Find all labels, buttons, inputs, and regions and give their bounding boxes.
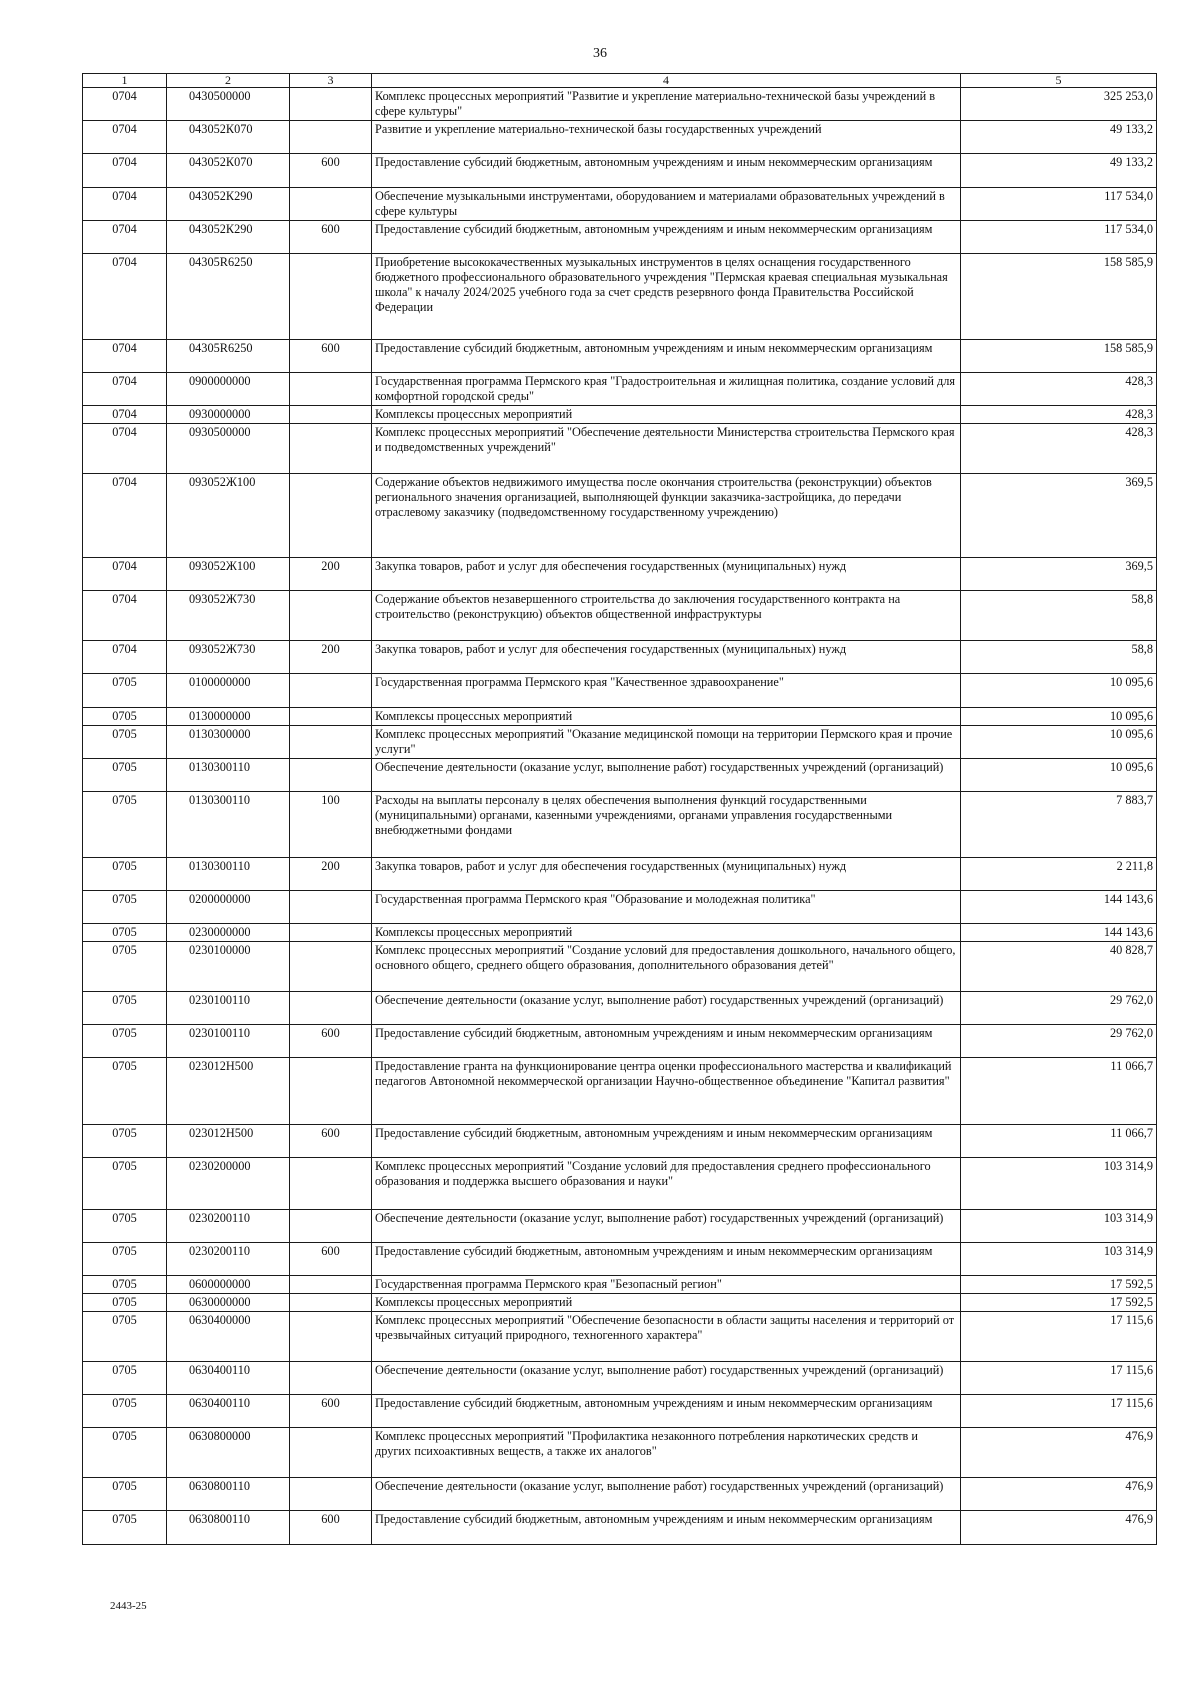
expense-type-cell xyxy=(290,1210,372,1243)
target-article-cell: 0230200000 xyxy=(167,1158,290,1210)
section-code-cell: 0704 xyxy=(83,474,167,558)
table-row xyxy=(83,406,1157,424)
amount-cell: 428,3 xyxy=(961,373,1157,406)
description-cell: Комплексы процессных мероприятий xyxy=(372,1294,961,1312)
section-code-cell: 0705 xyxy=(83,1058,167,1125)
expense-type-cell: 200 xyxy=(290,558,372,591)
target-article-cell: 0130000000 xyxy=(167,708,290,726)
description-cell: Комплекс процессных мероприятий "Создание условий для предоставления среднего профессионального образования и поддержка высшего образования и науки" xyxy=(372,1158,961,1210)
table-row xyxy=(83,1362,1157,1395)
amount-cell: 49 133,2 xyxy=(961,121,1157,154)
section-code-cell: 0705 xyxy=(83,1158,167,1210)
amount-cell: 29 762,0 xyxy=(961,1025,1157,1058)
table-row xyxy=(83,858,1157,891)
expense-type-cell xyxy=(290,88,372,121)
table-row xyxy=(83,221,1157,254)
description-cell: Государственная программа Пермского края "Градостроительная и жилищная политика, создание условий для комфортной городской среды" xyxy=(372,373,961,406)
description-cell: Содержание объектов недвижимого имущества после окончания строительства (реконструкции) объектов регионального значения организацией, выполняющей функции заказчика-застройщика, до передачи отраслевому заказчику (подведомственному государственному учреждению) xyxy=(372,474,961,558)
amount-cell: 476,9 xyxy=(961,1478,1157,1511)
section-code-cell: 0704 xyxy=(83,254,167,340)
target-article-cell: 0630800000 xyxy=(167,1428,290,1478)
expense-type-cell xyxy=(290,373,372,406)
budget-table xyxy=(82,73,1157,1545)
section-code-cell: 0705 xyxy=(83,1243,167,1276)
table-row xyxy=(83,1243,1157,1276)
section-code-cell: 0704 xyxy=(83,591,167,641)
description-cell: Государственная программа Пермского края "Качественное здравоохранение" xyxy=(372,674,961,708)
table-row xyxy=(83,424,1157,474)
target-article-cell: 0130300000 xyxy=(167,726,290,759)
amount-cell: 428,3 xyxy=(961,424,1157,474)
section-code-cell: 0705 xyxy=(83,858,167,891)
expense-type-cell xyxy=(290,1058,372,1125)
amount-cell: 17 115,6 xyxy=(961,1362,1157,1395)
description-cell: Предоставление субсидий бюджетным, автономным учреждениям и иным некоммерческим организациям xyxy=(372,340,961,373)
expense-type-cell xyxy=(290,924,372,942)
table-row xyxy=(83,792,1157,858)
expense-type-cell xyxy=(290,1478,372,1511)
expense-type-cell xyxy=(290,591,372,641)
description-cell: Предоставление субсидий бюджетным, автономным учреждениям и иным некоммерческим организациям xyxy=(372,221,961,254)
amount-cell: 144 143,6 xyxy=(961,924,1157,942)
description-cell: Комплекс процессных мероприятий "Обеспечение деятельности Министерства строительства Пермского края и подведомственных учреждений" xyxy=(372,424,961,474)
description-cell: Закупка товаров, работ и услуг для обеспечения государственных (муниципальных) нужд xyxy=(372,641,961,674)
description-cell: Закупка товаров, работ и услуг для обеспечения государственных (муниципальных) нужд xyxy=(372,858,961,891)
expense-type-cell xyxy=(290,474,372,558)
description-cell: Приобретение высококачественных музыкальных инструментов в целях оснащения государственного бюджетного профессионального образовательного учреждения "Пермская краевая специальная музыкальная школа" к началу 2024/2025 учебного года за счет средств резервного фонда Правительства Российской Федерации xyxy=(372,254,961,340)
target-article-cell: 0430500000 xyxy=(167,88,290,121)
description-cell: Обеспечение музыкальными инструментами, оборудованием и материалами образовательных учреждений в сфере культуры xyxy=(372,188,961,221)
amount-cell: 11 066,7 xyxy=(961,1058,1157,1125)
target-article-cell: 093052Ж100 xyxy=(167,558,290,591)
target-article-cell: 0930000000 xyxy=(167,406,290,424)
description-cell: Комплекс процессных мероприятий "Создание условий для предоставления дошкольного, начального общего, основного общего, среднего общего образования, дополнительного образования детей" xyxy=(372,942,961,992)
amount-cell: 369,5 xyxy=(961,558,1157,591)
expense-type-cell: 200 xyxy=(290,858,372,891)
target-article-cell: 0630400110 xyxy=(167,1362,290,1395)
description-cell: Предоставление субсидий бюджетным, автономным учреждениям и иным некоммерческим организациям xyxy=(372,154,961,188)
section-code-cell: 0704 xyxy=(83,406,167,424)
target-article-cell: 0200000000 xyxy=(167,891,290,924)
expense-type-cell xyxy=(290,1428,372,1478)
section-code-cell: 0704 xyxy=(83,558,167,591)
expense-type-cell xyxy=(290,726,372,759)
section-code-cell: 0704 xyxy=(83,373,167,406)
amount-cell: 325 253,0 xyxy=(961,88,1157,121)
description-cell: Расходы на выплаты персоналу в целях обеспечения выполнения функций государственными (муниципальными) органами, казенными учреждениями, органами управления государственными внебюджетными фондами xyxy=(372,792,961,858)
section-code-cell: 0705 xyxy=(83,924,167,942)
description-cell: Предоставление субсидий бюджетным, автономным учреждениям и иным некоммерческим организациям xyxy=(372,1025,961,1058)
amount-cell: 29 762,0 xyxy=(961,992,1157,1025)
header-col-1: 1 xyxy=(83,74,167,88)
description-cell: Обеспечение деятельности (оказание услуг, выполнение работ) государственных учреждений (организаций) xyxy=(372,759,961,792)
target-article-cell: 043052К290 xyxy=(167,188,290,221)
target-article-cell: 0130300110 xyxy=(167,858,290,891)
description-cell: Предоставление субсидий бюджетным, автономным учреждениям и иным некоммерческим организациям xyxy=(372,1395,961,1428)
section-code-cell: 0705 xyxy=(83,1294,167,1312)
amount-cell: 158 585,9 xyxy=(961,254,1157,340)
section-code-cell: 0705 xyxy=(83,942,167,992)
target-article-cell: 093052Ж100 xyxy=(167,474,290,558)
header-col-2: 2 xyxy=(167,74,290,88)
amount-cell: 11 066,7 xyxy=(961,1125,1157,1158)
target-article-cell: 0130300110 xyxy=(167,759,290,792)
description-cell: Государственная программа Пермского края "Безопасный регион" xyxy=(372,1276,961,1294)
expense-type-cell: 600 xyxy=(290,221,372,254)
table-row xyxy=(83,1125,1157,1158)
description-cell: Закупка товаров, работ и услуг для обеспечения государственных (муниципальных) нужд xyxy=(372,558,961,591)
table-row xyxy=(83,340,1157,373)
section-code-cell: 0705 xyxy=(83,1395,167,1428)
section-code-cell: 0705 xyxy=(83,891,167,924)
amount-cell: 58,8 xyxy=(961,591,1157,641)
target-article-cell: 0630400000 xyxy=(167,1312,290,1362)
amount-cell: 103 314,9 xyxy=(961,1210,1157,1243)
expense-type-cell xyxy=(290,759,372,792)
table-body xyxy=(83,88,1157,1545)
section-code-cell: 0705 xyxy=(83,726,167,759)
description-cell: Содержание объектов незавершенного строительства до заключения государственного контракта на строительство (реконструкцию) объектов общественной инфраструктуры xyxy=(372,591,961,641)
expense-type-cell: 600 xyxy=(290,1025,372,1058)
amount-cell: 103 314,9 xyxy=(961,1158,1157,1210)
target-article-cell: 0230100000 xyxy=(167,942,290,992)
table-row xyxy=(83,1025,1157,1058)
section-code-cell: 0704 xyxy=(83,121,167,154)
expense-type-cell xyxy=(290,121,372,154)
amount-cell: 58,8 xyxy=(961,641,1157,674)
section-code-cell: 0704 xyxy=(83,641,167,674)
expense-type-cell: 200 xyxy=(290,641,372,674)
description-cell: Предоставление субсидий бюджетным, автономным учреждениям и иным некоммерческим организациям xyxy=(372,1511,961,1545)
description-cell: Предоставление гранта на функционирование центра оценки профессионального мастерства и квалификаций педагогов Автономной некоммерческой организации Научно-общественное объединение "Капитал развития" xyxy=(372,1058,961,1125)
section-code-cell: 0705 xyxy=(83,1276,167,1294)
amount-cell: 17 592,5 xyxy=(961,1294,1157,1312)
description-cell: Комплекс процессных мероприятий "Обеспечение безопасности в области защиты населения и территорий от чрезвычайных ситуаций природного, техногенного характера" xyxy=(372,1312,961,1362)
table-row xyxy=(83,1158,1157,1210)
description-cell: Комплексы процессных мероприятий xyxy=(372,924,961,942)
table-row xyxy=(83,1276,1157,1294)
section-code-cell: 0704 xyxy=(83,340,167,373)
section-code-cell: 0704 xyxy=(83,88,167,121)
target-article-cell: 0130300110 xyxy=(167,792,290,858)
table-row xyxy=(83,1312,1157,1362)
amount-cell: 103 314,9 xyxy=(961,1243,1157,1276)
target-article-cell: 093052Ж730 xyxy=(167,641,290,674)
section-code-cell: 0705 xyxy=(83,1511,167,1545)
expense-type-cell xyxy=(290,992,372,1025)
amount-cell: 158 585,9 xyxy=(961,340,1157,373)
table-row xyxy=(83,154,1157,188)
expense-type-cell xyxy=(290,1312,372,1362)
section-code-cell: 0705 xyxy=(83,1312,167,1362)
table-row xyxy=(83,1478,1157,1511)
table-row xyxy=(83,88,1157,121)
table-row xyxy=(83,992,1157,1025)
target-article-cell: 043052К290 xyxy=(167,221,290,254)
amount-cell: 10 095,6 xyxy=(961,708,1157,726)
section-code-cell: 0705 xyxy=(83,1428,167,1478)
table-row xyxy=(83,1511,1157,1545)
table-header-row xyxy=(83,74,1157,88)
amount-cell: 17 592,5 xyxy=(961,1276,1157,1294)
target-article-cell: 0630000000 xyxy=(167,1294,290,1312)
expense-type-cell xyxy=(290,674,372,708)
amount-cell: 17 115,6 xyxy=(961,1395,1157,1428)
description-cell: Государственная программа Пермского края "Образование и молодежная политика" xyxy=(372,891,961,924)
description-cell: Обеспечение деятельности (оказание услуг, выполнение работ) государственных учреждений (организаций) xyxy=(372,992,961,1025)
amount-cell: 10 095,6 xyxy=(961,726,1157,759)
section-code-cell: 0705 xyxy=(83,759,167,792)
description-cell: Комплекс процессных мероприятий "Развитие и укрепление материально-технической базы учреждений в сфере культуры" xyxy=(372,88,961,121)
expense-type-cell xyxy=(290,1294,372,1312)
target-article-cell: 0630400110 xyxy=(167,1395,290,1428)
target-article-cell: 043052К070 xyxy=(167,121,290,154)
description-cell: Обеспечение деятельности (оказание услуг, выполнение работ) государственных учреждений (организаций) xyxy=(372,1362,961,1395)
target-article-cell: 0230200110 xyxy=(167,1210,290,1243)
table-row xyxy=(83,1395,1157,1428)
expense-type-cell xyxy=(290,708,372,726)
header-col-3: 3 xyxy=(290,74,372,88)
expense-type-cell: 600 xyxy=(290,340,372,373)
expense-type-cell xyxy=(290,1158,372,1210)
description-cell: Обеспечение деятельности (оказание услуг, выполнение работ) государственных учреждений (организаций) xyxy=(372,1478,961,1511)
section-code-cell: 0705 xyxy=(83,792,167,858)
target-article-cell: 04305R6250 xyxy=(167,254,290,340)
table-row xyxy=(83,674,1157,708)
description-cell: Обеспечение деятельности (оказание услуг, выполнение работ) государственных учреждений (организаций) xyxy=(372,1210,961,1243)
document-code: 2443-25 xyxy=(110,1600,147,1612)
target-article-cell: 0900000000 xyxy=(167,373,290,406)
amount-cell: 117 534,0 xyxy=(961,188,1157,221)
amount-cell: 476,9 xyxy=(961,1511,1157,1545)
table-row xyxy=(83,891,1157,924)
amount-cell: 144 143,6 xyxy=(961,891,1157,924)
table-row xyxy=(83,1058,1157,1125)
amount-cell: 369,5 xyxy=(961,474,1157,558)
amount-cell: 40 828,7 xyxy=(961,942,1157,992)
target-article-cell: 023012Н500 xyxy=(167,1058,290,1125)
table-row xyxy=(83,591,1157,641)
expense-type-cell xyxy=(290,188,372,221)
table-row xyxy=(83,373,1157,406)
description-cell: Комплекс процессных мероприятий "Профилактика незаконного потребления наркотических средств и других психоактивных веществ, а также их аналогов" xyxy=(372,1428,961,1478)
table-row xyxy=(83,188,1157,221)
expense-type-cell xyxy=(290,942,372,992)
target-article-cell: 0100000000 xyxy=(167,674,290,708)
expense-type-cell: 600 xyxy=(290,1395,372,1428)
amount-cell: 2 211,8 xyxy=(961,858,1157,891)
target-article-cell: 0630800110 xyxy=(167,1511,290,1545)
target-article-cell: 04305R6250 xyxy=(167,340,290,373)
header-col-4: 4 xyxy=(372,74,961,88)
table-row xyxy=(83,558,1157,591)
target-article-cell: 0630800110 xyxy=(167,1478,290,1511)
expense-type-cell: 600 xyxy=(290,154,372,188)
table-row xyxy=(83,254,1157,340)
table-row xyxy=(83,1210,1157,1243)
section-code-cell: 0705 xyxy=(83,1362,167,1395)
expense-type-cell xyxy=(290,1362,372,1395)
description-cell: Предоставление субсидий бюджетным, автономным учреждениям и иным некоммерческим организациям xyxy=(372,1125,961,1158)
target-article-cell: 0230100110 xyxy=(167,992,290,1025)
table-row xyxy=(83,1428,1157,1478)
expense-type-cell xyxy=(290,254,372,340)
expense-type-cell: 600 xyxy=(290,1511,372,1545)
target-article-cell: 0600000000 xyxy=(167,1276,290,1294)
amount-cell: 117 534,0 xyxy=(961,221,1157,254)
expense-type-cell: 600 xyxy=(290,1243,372,1276)
expense-type-cell xyxy=(290,424,372,474)
amount-cell: 17 115,6 xyxy=(961,1312,1157,1362)
table-row xyxy=(83,641,1157,674)
target-article-cell: 0230200110 xyxy=(167,1243,290,1276)
description-cell: Предоставление субсидий бюджетным, автономным учреждениям и иным некоммерческим организациям xyxy=(372,1243,961,1276)
amount-cell: 10 095,6 xyxy=(961,674,1157,708)
expense-type-cell: 100 xyxy=(290,792,372,858)
expense-type-cell: 600 xyxy=(290,1125,372,1158)
section-code-cell: 0705 xyxy=(83,708,167,726)
section-code-cell: 0705 xyxy=(83,992,167,1025)
section-code-cell: 0705 xyxy=(83,1125,167,1158)
page-number: 36 xyxy=(593,46,607,61)
table-row xyxy=(83,726,1157,759)
table-row xyxy=(83,121,1157,154)
expense-type-cell xyxy=(290,891,372,924)
section-code-cell: 0704 xyxy=(83,188,167,221)
amount-cell: 476,9 xyxy=(961,1428,1157,1478)
target-article-cell: 0230000000 xyxy=(167,924,290,942)
description-cell: Комплекс процессных мероприятий "Оказание медицинской помощи на территории Пермского края и прочие услуги" xyxy=(372,726,961,759)
table-row xyxy=(83,924,1157,942)
target-article-cell: 0930500000 xyxy=(167,424,290,474)
amount-cell: 49 133,2 xyxy=(961,154,1157,188)
description-cell: Комплексы процессных мероприятий xyxy=(372,708,961,726)
expense-type-cell xyxy=(290,1276,372,1294)
table-row xyxy=(83,708,1157,726)
description-cell: Комплексы процессных мероприятий xyxy=(372,406,961,424)
header-col-5: 5 xyxy=(961,74,1157,88)
section-code-cell: 0704 xyxy=(83,154,167,188)
target-article-cell: 093052Ж730 xyxy=(167,591,290,641)
target-article-cell: 023012Н500 xyxy=(167,1125,290,1158)
table-row xyxy=(83,474,1157,558)
section-code-cell: 0705 xyxy=(83,1025,167,1058)
amount-cell: 7 883,7 xyxy=(961,792,1157,858)
section-code-cell: 0705 xyxy=(83,1478,167,1511)
target-article-cell: 0230100110 xyxy=(167,1025,290,1058)
expense-type-cell xyxy=(290,406,372,424)
amount-cell: 10 095,6 xyxy=(961,759,1157,792)
section-code-cell: 0705 xyxy=(83,674,167,708)
target-article-cell: 043052К070 xyxy=(167,154,290,188)
table-row xyxy=(83,759,1157,792)
section-code-cell: 0704 xyxy=(83,424,167,474)
section-code-cell: 0705 xyxy=(83,1210,167,1243)
table-row xyxy=(83,1294,1157,1312)
section-code-cell: 0704 xyxy=(83,221,167,254)
table-row xyxy=(83,942,1157,992)
amount-cell: 428,3 xyxy=(961,406,1157,424)
description-cell: Развитие и укрепление материально-технической базы государственных учреждений xyxy=(372,121,961,154)
